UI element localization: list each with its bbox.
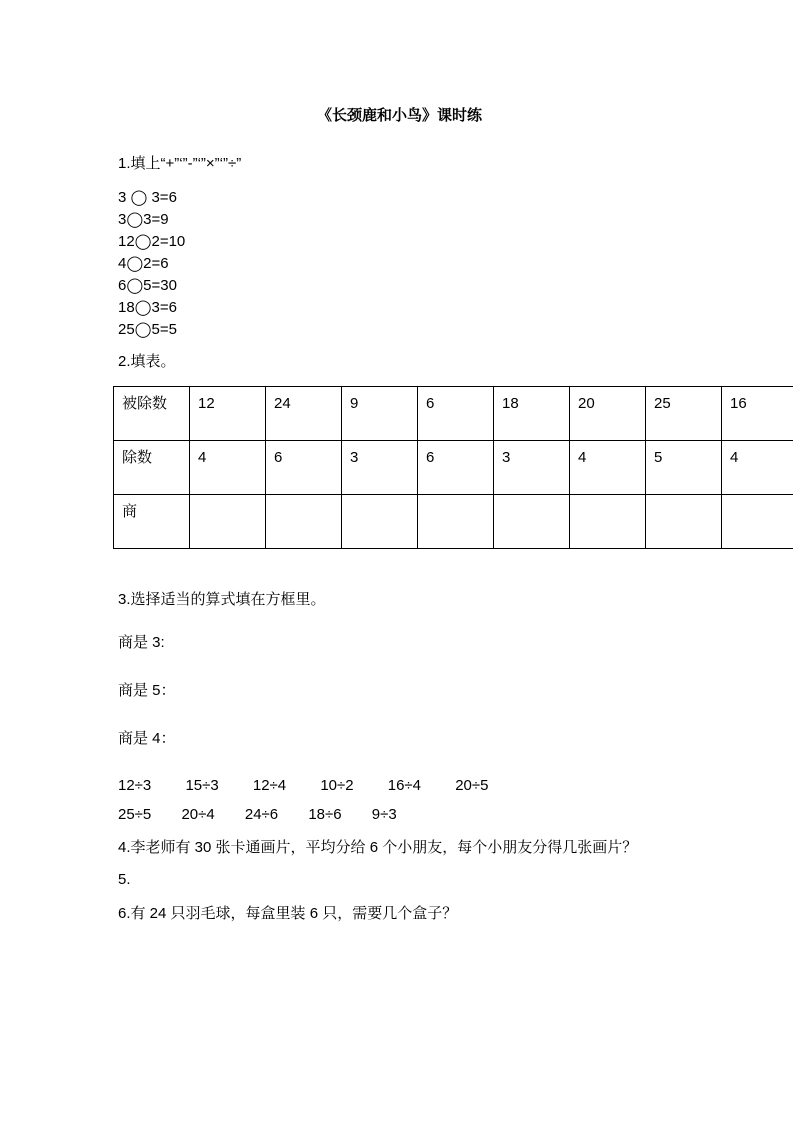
equation-line: 12◯2=10	[118, 233, 186, 250]
question-1-equations	[118, 187, 681, 341]
expression: 12÷4	[252, 777, 287, 794]
question-3-prompt: 3.选择适当的算式填在方框里。	[118, 591, 326, 608]
equation-line: 18◯3=6	[118, 299, 177, 316]
equation-line: 3◯3=9	[118, 211, 169, 228]
quotient-5-label: 商是 5：	[118, 682, 176, 699]
question-4-prompt: 4.李老师有 30 张卡通画片，平均分给 6 个小朋友，每个小朋友分得几张画片？	[118, 839, 638, 856]
table-cell: 6	[418, 387, 494, 441]
row-label-divisor: 除数	[114, 441, 190, 495]
table-cell-empty	[494, 495, 570, 549]
table-cell: 3	[494, 441, 570, 495]
expression-line-2	[118, 804, 681, 825]
question-2-prompt: 2.填表。	[118, 353, 176, 370]
table-cell-empty	[646, 495, 722, 549]
table-cell: 24	[266, 387, 342, 441]
table-cell: 20	[570, 387, 646, 441]
expression: 20÷4	[181, 806, 215, 823]
equation-line: 4◯2=6	[118, 255, 169, 272]
division-table	[113, 386, 793, 549]
expression-line-1	[118, 775, 681, 796]
table-cell-empty	[722, 495, 793, 549]
expression: 25÷5	[118, 806, 152, 823]
table-row-dividend	[114, 387, 793, 441]
table-cell: 4	[190, 441, 266, 495]
table-cell: 5	[646, 441, 722, 495]
table-row-divisor	[114, 441, 793, 495]
expression: 16÷4	[387, 777, 422, 794]
table-cell: 12	[190, 387, 266, 441]
expression: 9÷3	[371, 806, 397, 823]
expression: 20÷5	[455, 777, 489, 794]
table-cell-empty	[266, 495, 342, 549]
table-cell: 6	[266, 441, 342, 495]
quotient-3-label: 商是 3:	[118, 634, 165, 651]
expression: 24÷6	[244, 806, 279, 823]
table-cell: 4	[722, 441, 793, 495]
table-cell-empty	[418, 495, 494, 549]
table-cell: 4	[570, 441, 646, 495]
table-cell: 3	[342, 441, 418, 495]
table-cell: 6	[418, 441, 494, 495]
table-cell: 25	[646, 387, 722, 441]
page-title: 《长颈鹿和小鸟》课时练	[316, 107, 482, 124]
question-1-prompt: 1.填上“+”‘”-”‘”×”‘”÷”	[118, 155, 242, 172]
question-5-prompt: 5.	[118, 871, 131, 888]
table-cell-empty	[342, 495, 418, 549]
row-label-dividend: 被除数	[114, 387, 190, 441]
table-cell: 18	[494, 387, 570, 441]
quotient-4-label: 商是 4：	[118, 730, 176, 747]
table-cell-empty	[570, 495, 646, 549]
expression: 15÷3	[185, 777, 219, 794]
question-6-prompt: 6.有 24 只羽毛球，每盒里装 6 只，需要几个盒子？	[118, 905, 458, 922]
expression: 10÷2	[320, 777, 354, 794]
row-label-quotient: 商	[114, 495, 190, 549]
expression: 18÷6	[308, 806, 342, 823]
equation-line: 25◯5=5	[118, 321, 177, 338]
table-cell: 16	[722, 387, 793, 441]
table-cell-empty	[190, 495, 266, 549]
table-row-quotient	[114, 495, 793, 549]
expression: 12÷3	[118, 777, 152, 794]
equation-line: 3 ◯ 3=6	[118, 189, 177, 206]
equation-line: 6◯5=30	[118, 277, 177, 294]
table-cell: 9	[342, 387, 418, 441]
